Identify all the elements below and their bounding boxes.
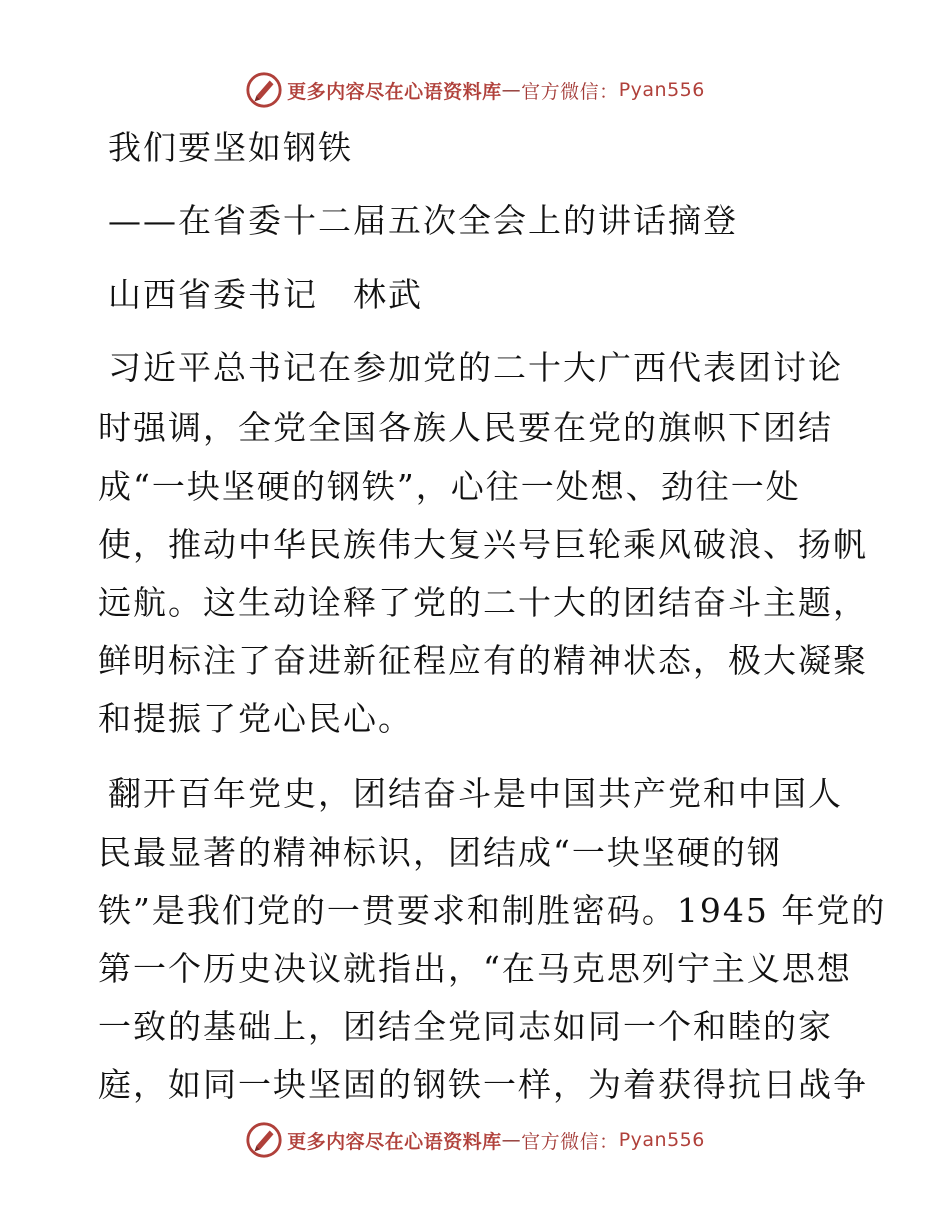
paragraph1-line: 和提振了党心民心。 xyxy=(98,699,413,738)
paragraph1-line: 时强调，全党全国各族人民要在党的旗帜下团结 xyxy=(98,408,833,447)
paragraph2-line: 一致的基础上，团结全党同志如同一个和睦的家 xyxy=(98,1007,833,1046)
watermark-handle: Pyan556 xyxy=(618,79,705,101)
bottom-watermark-banner xyxy=(0,1120,950,1160)
article-title: 我们要坚如钢铁 xyxy=(108,128,353,167)
paragraph1-line: 远航。这生动诠释了党的二十大的团结奋斗主题， xyxy=(98,583,868,622)
watermark-brand: 更多内容尽在心语资料库 xyxy=(287,1130,502,1153)
watermark-logo-icon xyxy=(245,1121,283,1159)
paragraph2-line: 铁”是我们党的一贯要求和制胜密码。1945 年党的 xyxy=(98,891,887,930)
watermark-separator: — xyxy=(501,1129,522,1151)
watermark-official-label: 官方微信： xyxy=(521,1130,619,1153)
paragraph2-line: 民最显著的精神标识，团结成“一块坚硬的钢 xyxy=(98,833,782,872)
article-author: 山西省委书记 林武 xyxy=(108,275,423,314)
watermark-logo-icon xyxy=(245,71,283,109)
paragraph2-line: 庭，如同一块坚固的钢铁一样，为着获得抗日战争 xyxy=(98,1065,868,1104)
top-watermark-banner xyxy=(0,70,950,110)
paragraph1-line: 使，推动中华民族伟大复兴号巨轮乘风破浪、扬帆 xyxy=(98,525,868,564)
paragraph1-line: 鲜明标注了奋进新征程应有的精神状态，极大凝聚 xyxy=(98,641,868,680)
paragraph1-line: 习近平总书记在参加党的二十大广西代表团讨论 xyxy=(108,348,843,387)
watermark-handle: Pyan556 xyxy=(618,1129,705,1151)
watermark-brand: 更多内容尽在心语资料库 xyxy=(287,80,502,103)
watermark-separator: — xyxy=(501,79,522,101)
article-subtitle: ——在省委十二届五次全会上的讲话摘登 xyxy=(108,201,738,240)
watermark-official-label: 官方微信： xyxy=(521,80,619,103)
paragraph1-line: 成“一块坚硬的钢铁”，心往一处想、劲往一处 xyxy=(98,467,801,506)
paragraph2-line: 翻开百年党史，团结奋斗是中国共产党和中国人 xyxy=(108,774,843,813)
paragraph2-line: 第一个历史决议就指出，“在马克思列宁主义思想 xyxy=(98,949,852,988)
